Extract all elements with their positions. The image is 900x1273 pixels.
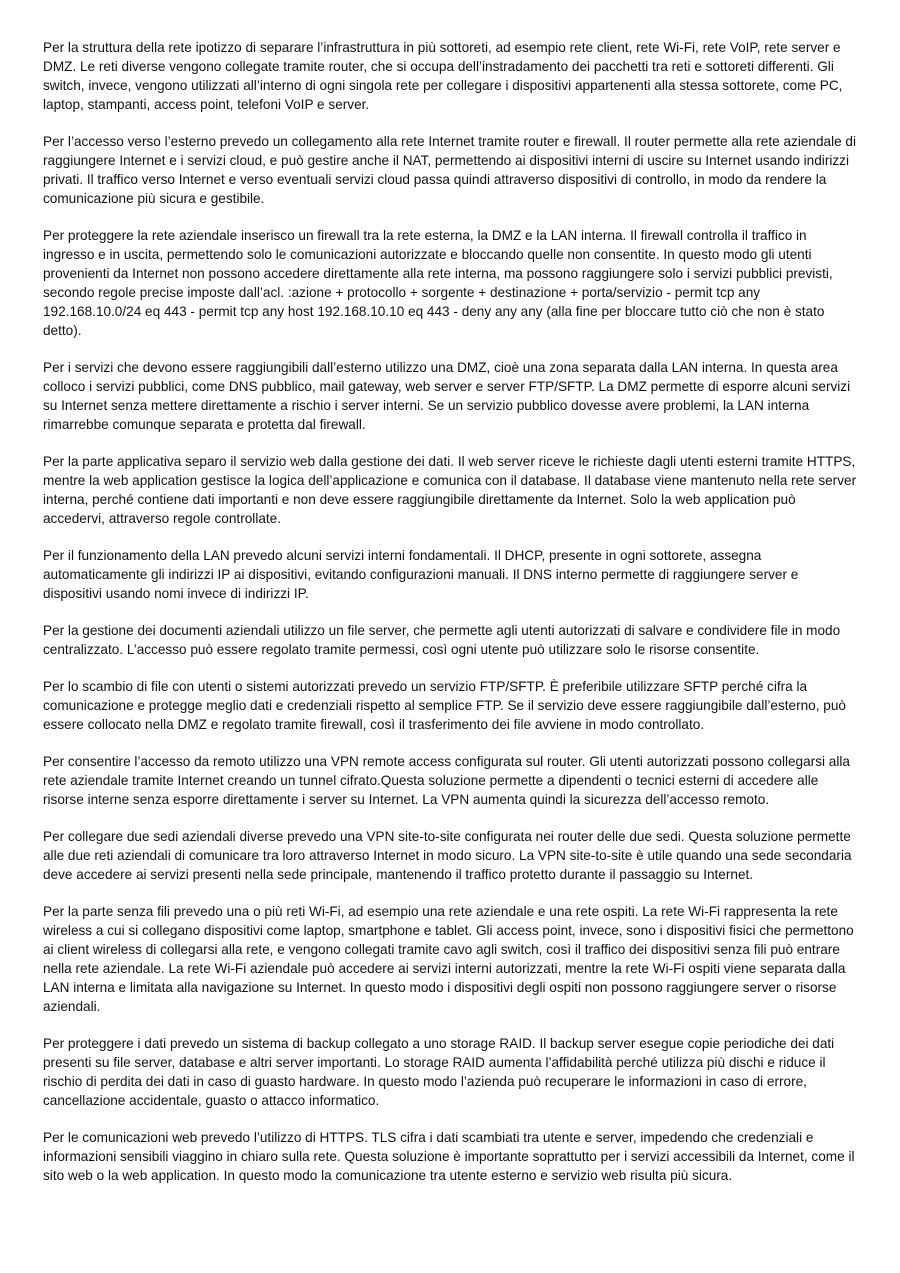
paragraph-firewall: Per proteggere la rete aziendale inserisco un firewall tra la rete esterna, la DMZ e la LAN interna. Il firewall controlla il traffico in ingresso e in uscita, permettendo solo le comunicazioni autorizzate e bloccando quelle non consentite. In questo modo gli utenti provenienti da Internet non possono accedere direttamente alla rete interna, ma possono raggiungere solo i servizi pubblici previsti, secondo regole precise imposte dall’acl. :azione + protocollo + sorgente + destinazione + porta/servizio - permit tcp any 192.168.10.0/24 eq 443 - permit tcp any host 192.168.10.10 eq 443 - deny any any (alla fine per bloccare tutto ciò che non è stato detto).: [43, 228, 833, 338]
paragraph-backup-raid: Per proteggere i dati prevedo un sistema di backup collegato a uno storage RAID. Il backup server esegue copie periodiche dei dati presenti su file server, database e altri server importanti. Lo storage RAID aumenta l’affidabilità perché utilizza più dischi e riduce il rischio di perdita dei dati in caso di guasto hardware. In questo modo l’azienda può recuperare le informazioni in caso di errore, cancellazione accidentale, guasto o attacco informatico.: [43, 1036, 835, 1108]
paragraph-site-to-site-vpn: Per collegare due sedi aziendali diverse prevedo una VPN site-to-site configurata nei router delle due sedi. Questa soluzione permette alle due reti aziendali di comunicare tra loro attraverso Internet in modo sicuro. La VPN site-to-site è utile quando una sede secondaria deve accedere ai servizi presenti nella sede principale, mantenendo il traffico protetto durante il passaggio su Internet.: [43, 829, 852, 882]
paragraph-external-access: Per l’accesso verso l’esterno prevedo un collegamento alla rete Internet tramite router e firewall. Il router permette alla rete aziendale di raggiungere Internet e i servizi cloud, e può gestire anche il NAT, permettendo ai dispositivi interni di uscire su Internet usando indirizzi privati. Il traffico verso Internet e verso eventuali servizi cloud passa quindi attraverso dispositivi di controllo, in modo da rendere la comunicazione più sicura e gestibile.: [43, 134, 857, 206]
paragraph-file-server: Per la gestione dei documenti aziendali utilizzo un file server, che permette agli utenti autorizzati di salvare e condividere file in modo centralizzato. L’accesso può essere regolato tramite permessi, così ogni utente può utilizzare solo le risorse consentite.: [43, 623, 841, 657]
paragraph-wifi: Per la parte senza fili prevedo una o più reti Wi-Fi, ad esempio una rete aziendale e una rete ospiti. La rete Wi-Fi rappresenta la rete wireless a cui si collegano dispositivi come laptop, smartphone e tablet. Gli access point, invece, sono i dispositivi fisici che permettono ai client wireless di collegarsi alla rete, e vengono collegati tramite cavo agli switch, così il traffico dei dispositivi senza fili può entrare nella rete aziendale. La rete Wi-Fi aziendale può accedere ai servizi interni autorizzati, mentre la rete Wi-Fi ospiti viene separata dalla LAN interna e limitata alla navigazione su Internet. In questo modo i dispositivi degli ospiti non possono raggiungere server o risorse aziendali.: [43, 904, 854, 1014]
paragraph-lan-services: Per il funzionamento della LAN prevedo alcuni servizi interni fondamentali. Il DHCP, presente in ogni sottorete, assegna automaticamente gli indirizzi IP ai dispositivi, evitando configurazioni manuali. Il DNS interno permette di raggiungere server e dispositivi usando nomi invece di indirizzi IP.: [43, 548, 799, 601]
paragraph-dmz: Per i servizi che devono essere raggiungibili dall’esterno utilizzo una DMZ, cioè una zona separata dalla LAN interna. In questa area colloco i servizi pubblici, come DNS pubblico, mail gateway, web server e server FTP/SFTP. La DMZ permette di esporre alcuni servizi su Internet senza mettere direttamente a rischio i server interni. Se un servizio pubblico dovesse avere problemi, la LAN interna rimarrebbe comunque separata e protetta dal firewall.: [43, 360, 851, 432]
paragraph-https-tls: Per le comunicazioni web prevedo l’utilizzo di HTTPS. TLS cifra i dati scambiati tra utente e server, impedendo che credenziali e informazioni sensibili viaggino in chiaro sulla rete. Questa soluzione è importante soprattutto per i servizi accessibili da Internet, come il sito web o la web application. In questo modo la comunicazione tra utente esterno e servizio web risulta più sicura.: [43, 1130, 855, 1183]
paragraph-remote-vpn: Per consentire l’accesso da remoto utilizzo una VPN remote access configurata sul router. Gli utenti autorizzati possono collegarsi alla rete aziendale tramite Internet creando un tunnel cifrato.Questa soluzione permette a dipendenti o tecnici esterni di accedere alle risorse interne senza esporre direttamente i server su Internet. La VPN aumenta quindi la sicurezza dell’accesso remoto.: [43, 754, 850, 807]
paragraph-web-application: Per la parte applicativa separo il servizio web dalla gestione dei dati. Il web server riceve le richieste dagli utenti esterni tramite HTTPS, mentre la web application gestisce la logica dell’applicazione e comunica con il database. Il database viene mantenuto nella rete server interna, perché contiene dati importanti e non deve essere raggiungibile direttamente da Internet. Solo la web application può accedervi, attraverso regole controllate.: [43, 454, 857, 526]
paragraph-network-structure: Per la struttura della rete ipotizzo di separare l’infrastruttura in più sottoreti, ad esempio rete client, rete Wi-Fi, rete VoIP, rete server e DMZ. Le reti diverse vengono collegate tramite router, che si occupa dell’instradamento dei pacchetti tra reti e sottoreti differenti. Gli switch, invece, vengono utilizzati all’interno di ogni singola rete per collegare i dispositivi appartenenti alla stessa sottorete, come PC, laptop, stampanti, access point, telefoni VoIP e server.: [43, 40, 843, 112]
paragraph-ftp-sftp: Per lo scambio di file con utenti o sistemi autorizzati prevedo un servizio FTP/SFTP. È preferibile utilizzare SFTP perché cifra la comunicazione e protegge meglio dati e credenziali rispetto al semplice FTP. Se il servizio deve essere raggiungibile dall’esterno, può essere collocato nella DMZ e regolato tramite firewall, così il trasferimento dei file avviene in modo controllato.: [43, 679, 846, 732]
